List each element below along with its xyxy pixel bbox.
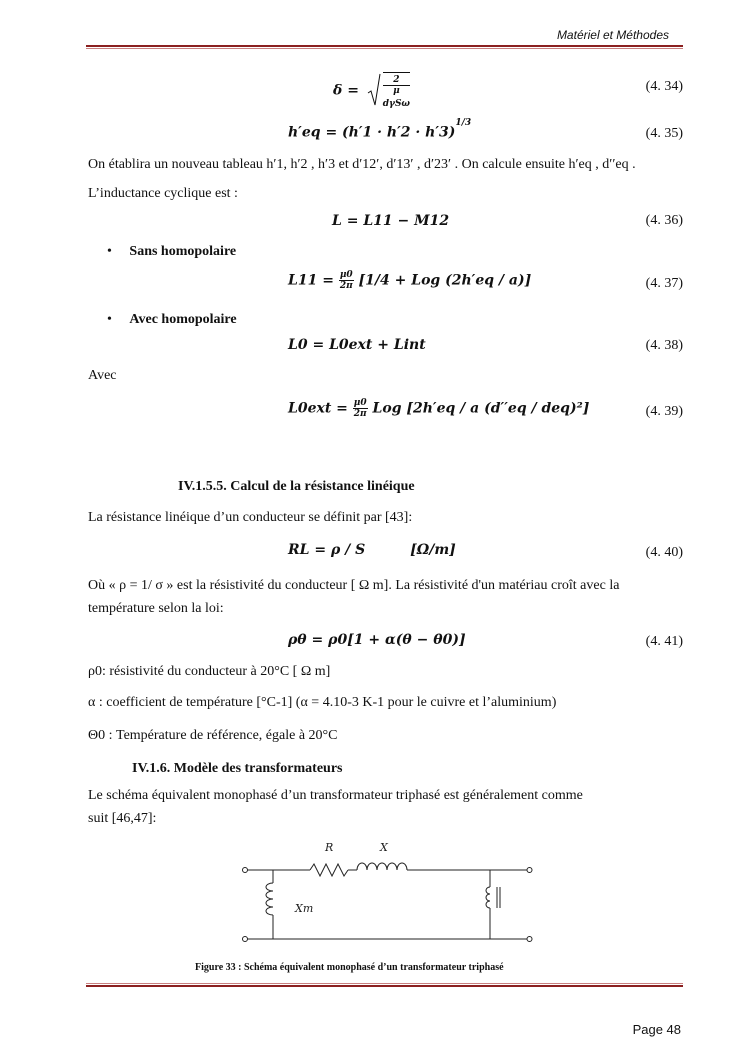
definition: ρ0: résistivité du conducteur à 20°C [ Ω m] (88, 664, 331, 679)
definition: α : coefficient de température [°C-1] (α = 4.10-3 K-1 pour le cuivre et l’aluminium) (88, 695, 557, 710)
definition: Θ0 : Température de référence, égale à 20°C (88, 728, 338, 743)
bullet-icon: • (107, 312, 112, 327)
header-rule-thin (86, 48, 683, 49)
equation-4-35: $h'eq = (h'1 \cdot h'2 \cdot h'3)^{1/3}$ (288, 118, 472, 141)
equation-number: (4. 36) (645, 213, 683, 228)
equation-number: (4. 39) (645, 404, 683, 419)
equation-number: (4. 41) (645, 634, 683, 649)
paragraph: Où « ρ = 1/ σ » est la résistivité du conducteur [ Ω m]. La résistivité d'un matériau croît avec la (88, 578, 620, 593)
equation-number: (4. 40) (645, 545, 683, 560)
equation-number: (4. 34) (645, 79, 683, 94)
equation-number: (4. 38) (645, 338, 683, 353)
figure-caption: Figure 33 : Schéma équivalent monophasé d’un transformateur triphasé (195, 962, 504, 973)
equation-4-39: L0ext = $\frac{\mu 0}{2\pi}$ Log [2h′eq / a (d′′eq / deq)²] (288, 398, 590, 419)
equation-number: (4. 37) (645, 276, 683, 291)
paragraph: suit [46,47]: (88, 811, 157, 826)
equation-number: (4. 35) (645, 126, 683, 141)
equation-4-41: ρθ = ρ0[1 + α(θ − θ0)] (288, 632, 466, 648)
running-header: Matériel et Méthodes (556, 28, 669, 42)
bullet-item: • Avec homopolaire (107, 312, 237, 327)
bullet-item: • Sans homopolaire (107, 244, 237, 259)
paragraph: Le schéma équivalent monophasé d’un transformateur triphasé est généralement comme (88, 788, 583, 803)
section-heading: IV.1.6. Modèle des transformateurs (132, 761, 343, 776)
equation-4-36: L = L11 − M12 (332, 213, 450, 229)
bullet-icon: • (107, 244, 112, 259)
paragraph: L’inductance cyclique est : (88, 186, 238, 201)
equation-4-34: δ = 2 μ $_{d\gamma S\omega}$ (333, 72, 410, 109)
magnetizing-reactance-label: Xm (295, 902, 314, 915)
equation-4-38: L0 = L0ext + Lint (288, 337, 426, 353)
paragraph: température selon la loi: (88, 601, 224, 616)
resistor-label: R (325, 841, 334, 854)
footer-rule (86, 985, 683, 987)
paragraph: On établira un nouveau tableau h′1, h′2 , h′3 et d′12′, d′13′ , d′23′ . On calcule ensuite h′eq , d′′eq . (88, 157, 636, 172)
paragraph: Avec (88, 368, 117, 383)
sqrt-icon (367, 73, 381, 107)
reactance-label: X (380, 841, 388, 854)
paragraph: La résistance linéique d’un conducteur se définit par [43]: (88, 510, 413, 525)
transformer-circuit-diagram (235, 835, 535, 947)
header-rule (86, 45, 683, 47)
section-heading: IV.1.5.5. Calcul de la résistance linéique (178, 479, 415, 494)
equation-4-37: L11 = $\frac{\mu 0}{2\pi}$ [1/4 + Log (2h′eq / a)] (288, 270, 532, 291)
footer-rule-thin (86, 983, 683, 984)
equation-4-40: RL = ρ / S [Ω/m] (288, 542, 456, 558)
page-number: Page 48 (632, 1022, 681, 1037)
